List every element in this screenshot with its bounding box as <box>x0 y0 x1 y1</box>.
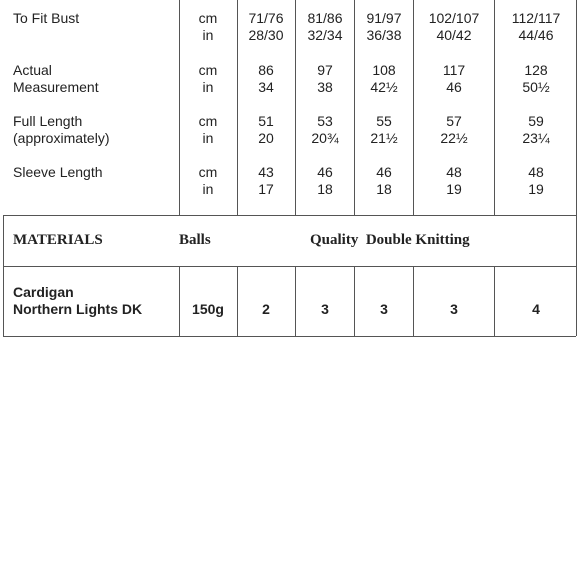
unit-label: in <box>202 130 214 146</box>
left-border <box>3 215 4 336</box>
ball-count: 3 <box>380 301 388 317</box>
measurement-label: Sleeve Length <box>13 164 103 180</box>
size-value: 112/117 <box>511 10 561 26</box>
materials-heading: MATERIALS <box>13 232 103 248</box>
size-value: 42½ <box>370 79 398 95</box>
size-value: 46 <box>446 79 462 95</box>
unit-label: cm <box>198 164 218 180</box>
size-value: 71/76 <box>248 10 284 26</box>
unit-label: cm <box>198 62 218 78</box>
size-value: 43 <box>258 164 274 180</box>
row-divider <box>3 266 576 267</box>
size-value: 50½ <box>522 79 550 95</box>
size-value: 108 <box>372 62 396 78</box>
size-value: 44/46 <box>518 27 554 43</box>
size-value: 117 <box>442 62 466 78</box>
size-value: 86 <box>258 62 274 78</box>
ball-count: 3 <box>321 301 329 317</box>
size-value: 59 <box>528 113 544 129</box>
size-value: 91/97 <box>366 10 402 26</box>
size-value: 22½ <box>440 130 468 146</box>
size-value: 34 <box>258 79 274 95</box>
ball-count: 2 <box>262 301 270 317</box>
row-divider <box>3 215 576 216</box>
size-value: 53 <box>317 113 333 129</box>
balls-heading: Balls <box>179 232 211 248</box>
measurement-label: Measurement <box>13 79 99 95</box>
quality-heading: Quality Double Knitting <box>310 232 470 248</box>
ball-weight: 150g <box>192 301 224 317</box>
size-value: 38 <box>317 79 333 95</box>
size-value: 18 <box>317 181 333 197</box>
size-value: 20¾ <box>311 130 339 146</box>
size-value: 20 <box>258 130 274 146</box>
unit-label: in <box>202 181 214 197</box>
size-value: 36/38 <box>366 27 402 43</box>
size-value: 51 <box>258 113 274 129</box>
row-divider <box>3 336 576 337</box>
size-value: 46 <box>376 164 392 180</box>
size-value: 81/86 <box>307 10 343 26</box>
size-value: 102/107 <box>428 10 480 26</box>
yarn-item-name: Cardigan <box>13 284 74 300</box>
size-value: 46 <box>317 164 333 180</box>
size-value: 19 <box>446 181 462 197</box>
unit-label: in <box>202 79 214 95</box>
size-value: 23¼ <box>522 130 550 146</box>
column-divider <box>494 0 495 336</box>
size-value: 18 <box>376 181 392 197</box>
measurement-label: To Fit Bust <box>13 10 80 26</box>
measurement-label: Full Length <box>13 113 83 129</box>
size-value: 19 <box>528 181 544 197</box>
size-value: 97 <box>317 62 333 78</box>
ball-count: 4 <box>532 301 540 317</box>
size-value: 55 <box>376 113 392 129</box>
size-value: 21½ <box>370 130 398 146</box>
yarn-item-name: Northern Lights DK <box>13 301 143 317</box>
size-value: 28/30 <box>248 27 284 43</box>
size-value: 48 <box>528 164 544 180</box>
size-value: 17 <box>258 181 274 197</box>
unit-label: cm <box>198 113 218 129</box>
ball-count: 3 <box>450 301 458 317</box>
size-value: 57 <box>446 113 462 129</box>
size-value: 40/42 <box>436 27 472 43</box>
unit-label: in <box>202 27 214 43</box>
size-value: 128 <box>524 62 548 78</box>
size-value: 32/34 <box>307 27 343 43</box>
measurement-label: (approximately) <box>13 130 110 146</box>
column-divider <box>576 0 577 336</box>
unit-label: cm <box>198 10 218 26</box>
measurement-label: Actual <box>13 62 52 78</box>
size-value: 48 <box>446 164 462 180</box>
